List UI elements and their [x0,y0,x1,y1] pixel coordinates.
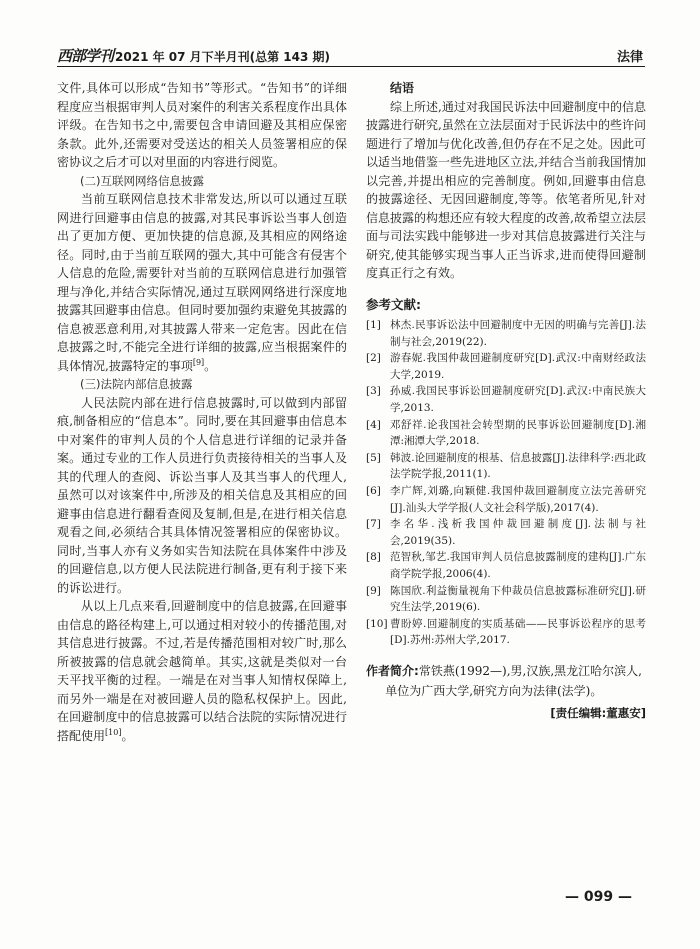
responsible-editor: [责任编辑:董惠安] [550,705,646,720]
page-header [57,45,645,67]
reference-text: 李名华.浅析我国仲裁回避制度[J].法制与社会,2019(35). [390,518,646,547]
author-bio-text: 常铁燕(1992—),男,汉族,黑龙江哈尔滨人,单位为广西大学,研究方向为法律(法学)。 [385,663,642,698]
reference-number: [4] [366,418,381,431]
paragraph-tail: 。 [204,358,217,373]
reference-text: 范智秋,邹艺.我国审判人员信息披露制度的建构[J].广东商学院学报,2006(4). [390,551,646,580]
subheading-internet-disclosure: (二)互联网网络信息披露 [80,173,204,188]
reference-item [366,383,646,416]
reference-number: [9] [366,584,381,597]
reference-text: 韩波.论回避制度的根基、信息披露[J].法律科学:西北政法学院学报,2011(1). [390,451,646,481]
author-bio-label: 作者简介: [366,663,419,678]
journal-logo: 西部学刊 [57,47,114,65]
reference-item [366,350,646,383]
reference-number: [8] [366,551,381,564]
reference-number: [2] [366,352,381,365]
paragraph-tail: 。 [121,728,134,743]
reference-item [366,450,646,483]
reference-item [366,583,646,616]
references-list [366,317,646,649]
reference-item [366,317,646,350]
left-column [57,79,347,799]
reference-number: [7] [366,518,381,531]
citation-9: [9] [192,357,205,367]
paragraph-text: 从以上几点来看,回避制度中的信息披露,在回避事由信息的路径构建上,可以通过相对较小的传播范围,对其信息进行披露。不过,若是传播范围相对较广时,那么所被披露的信息就会越简单。其实,这就是类似对一台天平找平衡的过程。一端是在对当事人知情权保障上,而另外一端是在对被回避人员的隐私权保护上。因此,在回避制度中的信息披露可以结合法院的实际情况进行搭配使用 [57,599,347,743]
conclusion-paragraph: 综上所述,通过对我国民诉法中回避制度中的信息披露进行研究,虽然在立法层面对于民诉法中的些许问题进行了增加与优化改善,但仍存在不足之处。因此可以适当地借鉴一些先进地区立法,并结合当前我国情加以完善,并提出相应的完善制度。例如,回避事由信息的披露途径、无因回避制度,等等。依笔者所见,针对信息披露的构想还应有较大程度的改善,故希望立法层面与司法实践中能够进一步对其信息披露进行关注与研究,使其能够实现当事人正当诉求,进而使得回避制度真正行之有效。 [366,99,646,280]
conclusion-heading: 结语 [390,81,415,95]
reference-item [366,549,646,582]
references-heading: 参考文献: [366,296,421,312]
right-column [366,79,646,759]
paragraph-internet-disclosure [57,190,347,375]
reference-text: 孙威.我国民事诉讼回避制度研究[D].武汉:中南民族大学,2013. [390,385,646,414]
subheading-court-disclosure: (三)法院内部信息披露 [80,377,193,391]
reference-text: 游春妮.我国仲裁回避制度研究[D].武汉:中南财经政法大学,2019. [390,352,646,381]
issue-info: 2021 年 07 月下半月刊(总第 143 期) [115,50,331,64]
paragraph-text: 当前互联网信息技术非常发达,所以可以通过互联网进行回避事由信息的披露,对其民事诉讼当事人创造出了更加方便、更加快捷的信息源,及其相应的网络途径。同时,由于当前互联网的强大,其中可能含有侵害个人信息的危险,需要针对当前的互联网信息进行加强管理与净化,并结合实际情况,通过互联网网络进行深度地披露其回避事由信息。但同时要加强约束避免其披露的信息被恶意利用,对其披露人带来一定危害。因此在信息披露之时,不能完全进行详细的披露,应当根据案件的具体情况,披露特定的事项 [57,192,347,373]
reference-item [366,483,646,516]
reference-number: [1] [366,319,381,331]
reference-number: [10] [366,617,388,630]
reference-item [366,616,646,649]
citation-10: [10] [105,727,122,737]
reference-text: 林杰.民事诉讼法中回避制度中无因的明确与完善[J].法制与社会,2019(22). [390,319,646,348]
reference-text: 邓舒祥.论我国社会转型期的民事诉讼回避制度[D].湘潭:湘潭大学,2018. [390,418,646,448]
author-bio [366,661,646,701]
paragraph-continuation: 文件,具体可以形成“告知书”等形式。“告知书”的详细程度应当根据审判人员对案件的利害关系程度作出具体评级。在告知书之中,需要包含申请回避及其相应保密条款。此外,还需要对受送达的相关人员签署相应的保密协议之后才可以对里面的内容进行阅览。 [57,81,347,169]
reference-text: 李广辉,刘璐,向颖健.我国仲裁回避制度立法完善研究[J].汕头大学学报(人文社会科学版),2017(4). [390,484,646,514]
reference-number: [6] [366,484,381,497]
reference-number: [5] [366,451,381,464]
paragraph-court-disclosure: 人民法院内部在进行信息披露时,可以做到内部留痕,制备相应的“信息本”。同时,要在其回避事由信息本中对案件的审判人员的个人信息进行详细的记录并备案。通过专业的工作人员进行负责接待相关的当事人及其的代理人的查阅、诉讼当事人及其当事人的代理人,虽然可以对该案件中,所涉及的相关信息及其相应的回避事由信息进行翻看查阅及复制,但是,在进行相关信息观看之间,必须结合其具体情况签署相应的保密协议。同时,当事人亦有义务如实告知法院在具体案件中涉及的回避信息,以方便人民法院进行制备,更有利于接下来的诉讼进行。 [57,395,347,595]
reference-item [366,516,646,549]
reference-item [366,417,646,450]
reference-text: 陈国欣.利益衡量视角下仲裁员信息披露标准研究[J].研究生法学,2019(6). [390,584,646,614]
page-number: — 099 — [565,889,632,905]
reference-number: [3] [366,385,381,398]
paragraph-summary [57,597,347,745]
section-label: 法律 [616,50,643,65]
reference-text: 曹盼婷.回避制度的实质基础——民事诉讼程序的思考[D].苏州:苏州大学,2017. [390,617,646,647]
